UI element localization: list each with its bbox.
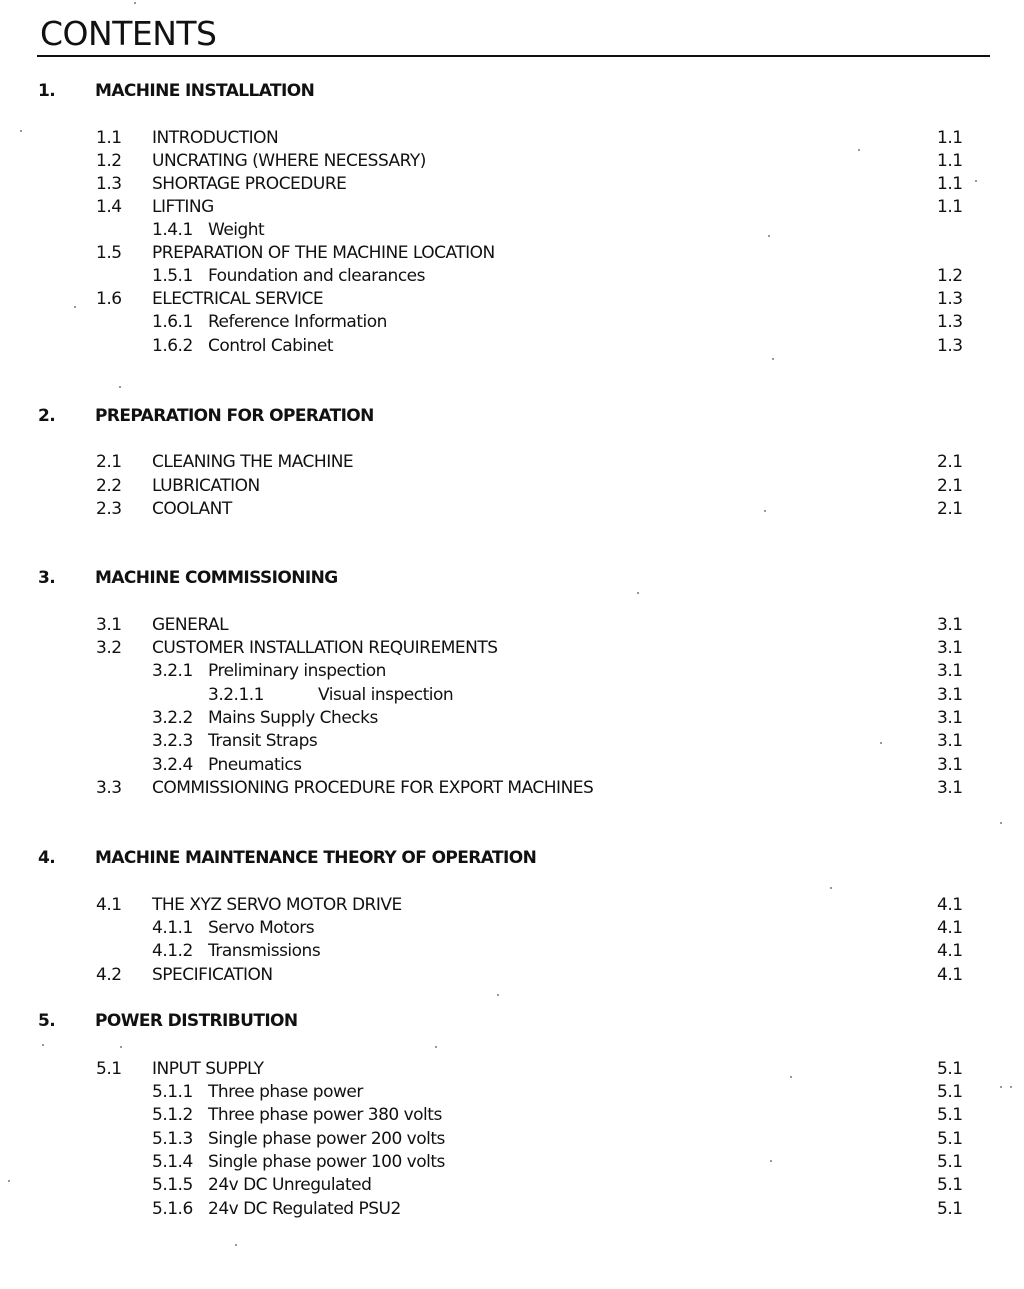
entry-page: 1.1	[937, 151, 963, 171]
section-heading[interactable]	[0, 848, 1024, 871]
entry-page: 1.3	[937, 289, 963, 309]
entry-title[interactable]: Foundation and clearances	[208, 266, 425, 286]
entry-page: 1.1	[937, 197, 963, 217]
toc-entry[interactable]	[0, 615, 1024, 638]
toc-entry[interactable]	[0, 1082, 1024, 1105]
toc-entry[interactable]	[0, 965, 1024, 988]
toc-entry[interactable]	[0, 918, 1024, 941]
section-number: 1.	[38, 81, 56, 101]
entry-page: 5.1	[937, 1152, 963, 1172]
toc-entry[interactable]	[0, 1105, 1024, 1128]
entry-title[interactable]: UNCRATING (WHERE NECESSARY)	[152, 151, 426, 171]
entry-page: 5.1	[937, 1129, 963, 1149]
entry-number: 5.1.3	[152, 1129, 193, 1149]
entry-title[interactable]: GENERAL	[152, 615, 229, 635]
section-number: 5.	[38, 1011, 56, 1031]
scan-speck	[1010, 1086, 1012, 1088]
entry-title[interactable]: Three phase power	[208, 1082, 363, 1102]
entry-title[interactable]: INTRODUCTION	[152, 128, 279, 148]
toc-entry[interactable]	[0, 128, 1024, 151]
entry-title[interactable]: Transmissions	[208, 941, 321, 961]
section-heading[interactable]	[0, 568, 1024, 591]
toc-entry[interactable]	[0, 778, 1024, 801]
entry-title[interactable]: Mains Supply Checks	[208, 708, 378, 728]
entry-title[interactable]: SPECIFICATION	[152, 965, 273, 985]
scan-speck	[764, 510, 766, 512]
entry-title[interactable]: ELECTRICAL SERVICE	[152, 289, 324, 309]
entry-title[interactable]: CLEANING THE MACHINE	[152, 452, 354, 472]
scan-speck	[1000, 1086, 1002, 1088]
entry-number: 1.6.2	[152, 336, 193, 356]
entry-title[interactable]: 24v DC Unregulated	[208, 1175, 372, 1195]
entry-page: 2.1	[937, 499, 963, 519]
entry-title[interactable]: Servo Motors	[208, 918, 315, 938]
toc-entry[interactable]	[0, 708, 1024, 731]
entry-page: 4.1	[937, 965, 963, 985]
entry-number: 4.1.2	[152, 941, 193, 961]
scan-speck	[235, 1244, 237, 1246]
entry-page: 5.1	[937, 1059, 963, 1079]
toc-entry[interactable]	[0, 452, 1024, 475]
entry-page: 5.1	[937, 1082, 963, 1102]
entry-page: 3.1	[937, 778, 963, 798]
entry-page: 1.2	[937, 266, 963, 286]
entry-title[interactable]: Single phase power 100 volts	[208, 1152, 445, 1172]
entry-page: 4.1	[937, 895, 963, 915]
toc-entry[interactable]	[0, 755, 1024, 778]
entry-page: 4.1	[937, 918, 963, 938]
toc-entry[interactable]	[0, 220, 1024, 243]
entry-title[interactable]: Preliminary inspection	[208, 661, 386, 681]
toc-entry[interactable]	[0, 638, 1024, 661]
scan-speck	[20, 130, 22, 132]
scan-speck	[830, 887, 832, 889]
scan-speck	[74, 306, 76, 308]
entry-number: 2.3	[96, 499, 122, 519]
entry-number: 3.2.4	[152, 755, 193, 775]
scan-speck	[772, 358, 774, 360]
entry-title[interactable]: CUSTOMER INSTALLATION REQUIREMENTS	[152, 638, 498, 658]
entry-title[interactable]: Weight	[208, 220, 265, 240]
toc-entry[interactable]	[0, 941, 1024, 964]
toc-entry[interactable]	[0, 336, 1024, 359]
entry-number: 5.1.2	[152, 1105, 193, 1125]
entry-number: 5.1	[96, 1059, 122, 1079]
entry-title[interactable]: COOLANT	[152, 499, 232, 519]
scan-speck	[637, 592, 639, 594]
entry-page: 1.1	[937, 128, 963, 148]
section-heading[interactable]	[0, 1011, 1024, 1034]
scan-speck	[8, 1180, 10, 1182]
entry-page: 1.3	[937, 312, 963, 332]
scan-speck	[120, 1046, 122, 1048]
toc-entry[interactable]	[0, 1175, 1024, 1198]
entry-number: 5.1.6	[152, 1199, 193, 1219]
entry-page: 5.1	[937, 1105, 963, 1125]
toc-entry[interactable]	[0, 731, 1024, 754]
entry-page: 3.1	[937, 731, 963, 751]
toc-entry[interactable]	[0, 289, 1024, 312]
entry-title[interactable]: Control Cabinet	[208, 336, 334, 356]
entry-number: 1.3	[96, 174, 122, 194]
entry-number: 2.1	[96, 452, 122, 472]
entry-number: 3.2.2	[152, 708, 193, 728]
toc-entry[interactable]	[0, 1059, 1024, 1082]
toc-entry[interactable]	[0, 895, 1024, 918]
entry-number: 3.1	[96, 615, 122, 635]
section-heading[interactable]	[0, 81, 1024, 104]
toc-entry[interactable]	[0, 174, 1024, 197]
scan-speck	[975, 180, 977, 182]
toc-entry[interactable]	[0, 197, 1024, 220]
entry-number: 3.2.1.1	[208, 685, 264, 705]
entry-number: 5.1.5	[152, 1175, 193, 1195]
section-title[interactable]: MACHINE MAINTENANCE THEORY OF OPERATION	[95, 848, 537, 868]
entry-title[interactable]: LIFTING	[152, 197, 214, 217]
entry-title[interactable]: Pneumatics	[208, 755, 302, 775]
toc-entry[interactable]	[0, 1129, 1024, 1152]
entry-number: 3.2	[96, 638, 122, 658]
entry-number: 1.2	[96, 151, 122, 171]
page-title: CONTENTS	[40, 14, 217, 53]
entry-number: 3.2.1	[152, 661, 193, 681]
entry-number: 3.2.3	[152, 731, 193, 751]
entry-number: 3.3	[96, 778, 122, 798]
toc-entry[interactable]	[0, 499, 1024, 522]
section-heading[interactable]	[0, 406, 1024, 429]
entry-page: 1.1	[937, 174, 963, 194]
entry-number: 1.6	[96, 289, 122, 309]
entry-title[interactable]: SHORTAGE PROCEDURE	[152, 174, 347, 194]
toc-entry[interactable]	[0, 151, 1024, 174]
toc-entry[interactable]	[0, 312, 1024, 335]
entry-page: 3.1	[937, 661, 963, 681]
scan-speck	[768, 235, 770, 237]
section-title[interactable]: PREPARATION FOR OPERATION	[95, 406, 374, 426]
entry-number: 5.1.1	[152, 1082, 193, 1102]
scan-speck	[497, 994, 499, 996]
toc-entry[interactable]	[0, 1199, 1024, 1222]
entry-page: 2.1	[937, 476, 963, 496]
toc-entry[interactable]	[0, 476, 1024, 499]
scan-speck	[42, 1044, 44, 1046]
entry-number: 1.4.1	[152, 220, 193, 240]
entry-title[interactable]: LUBRICATION	[152, 476, 260, 496]
scan-speck	[134, 2, 136, 4]
entry-number: 1.1	[96, 128, 122, 148]
section-title[interactable]: MACHINE COMMISSIONING	[95, 568, 338, 588]
entry-number: 4.1.1	[152, 918, 193, 938]
entry-page: 5.1	[937, 1175, 963, 1195]
entry-number: 2.2	[96, 476, 122, 496]
entry-number: 1.5.1	[152, 266, 193, 286]
entry-title[interactable]: THE XYZ SERVO MOTOR DRIVE	[152, 895, 402, 915]
entry-title[interactable]: Three phase power 380 volts	[208, 1105, 442, 1125]
entry-number: 1.4	[96, 197, 122, 217]
entry-number: 5.1.4	[152, 1152, 193, 1172]
toc-entry[interactable]	[0, 1152, 1024, 1175]
scan-speck	[790, 1076, 792, 1078]
entry-number: 4.1	[96, 895, 122, 915]
entry-title[interactable]: Reference Information	[208, 312, 387, 332]
entry-page: 2.1	[937, 452, 963, 472]
scan-speck	[435, 1046, 437, 1048]
entry-title[interactable]: Transit Straps	[208, 731, 318, 751]
scan-speck	[858, 149, 860, 151]
entry-title[interactable]: Single phase power 200 volts	[208, 1129, 445, 1149]
entry-page: 3.1	[937, 685, 963, 705]
toc-entry[interactable]	[0, 243, 1024, 266]
scan-speck	[119, 386, 121, 388]
section-number: 4.	[38, 848, 56, 868]
scan-speck	[1000, 822, 1002, 824]
entry-page: 3.1	[937, 755, 963, 775]
entry-page: 1.3	[937, 336, 963, 356]
toc-entry[interactable]	[0, 661, 1024, 684]
entry-page: 4.1	[937, 941, 963, 961]
entry-title[interactable]: COMMISSIONING PROCEDURE FOR EXPORT MACHINES	[152, 778, 594, 798]
section-title[interactable]: MACHINE INSTALLATION	[95, 81, 315, 101]
entry-page: 3.1	[937, 708, 963, 728]
entry-number: 1.5	[96, 243, 122, 263]
section-title[interactable]: POWER DISTRIBUTION	[95, 1011, 298, 1031]
entry-title[interactable]: 24v DC Regulated PSU2	[208, 1199, 401, 1219]
section-number: 2.	[38, 406, 56, 426]
entry-page: 3.1	[937, 638, 963, 658]
scan-speck	[880, 742, 882, 744]
scan-speck	[770, 1160, 772, 1162]
title-rule	[37, 55, 990, 57]
entry-page: 5.1	[937, 1199, 963, 1219]
entry-number: 1.6.1	[152, 312, 193, 332]
entry-number: 4.2	[96, 965, 122, 985]
entry-title[interactable]: Visual inspection	[318, 685, 454, 705]
section-number: 3.	[38, 568, 56, 588]
toc-entry[interactable]	[0, 685, 1024, 708]
entry-title[interactable]: PREPARATION OF THE MACHINE LOCATION	[152, 243, 495, 263]
entry-title[interactable]: INPUT SUPPLY	[152, 1059, 264, 1079]
entry-page: 3.1	[937, 615, 963, 635]
toc-entry[interactable]	[0, 266, 1024, 289]
